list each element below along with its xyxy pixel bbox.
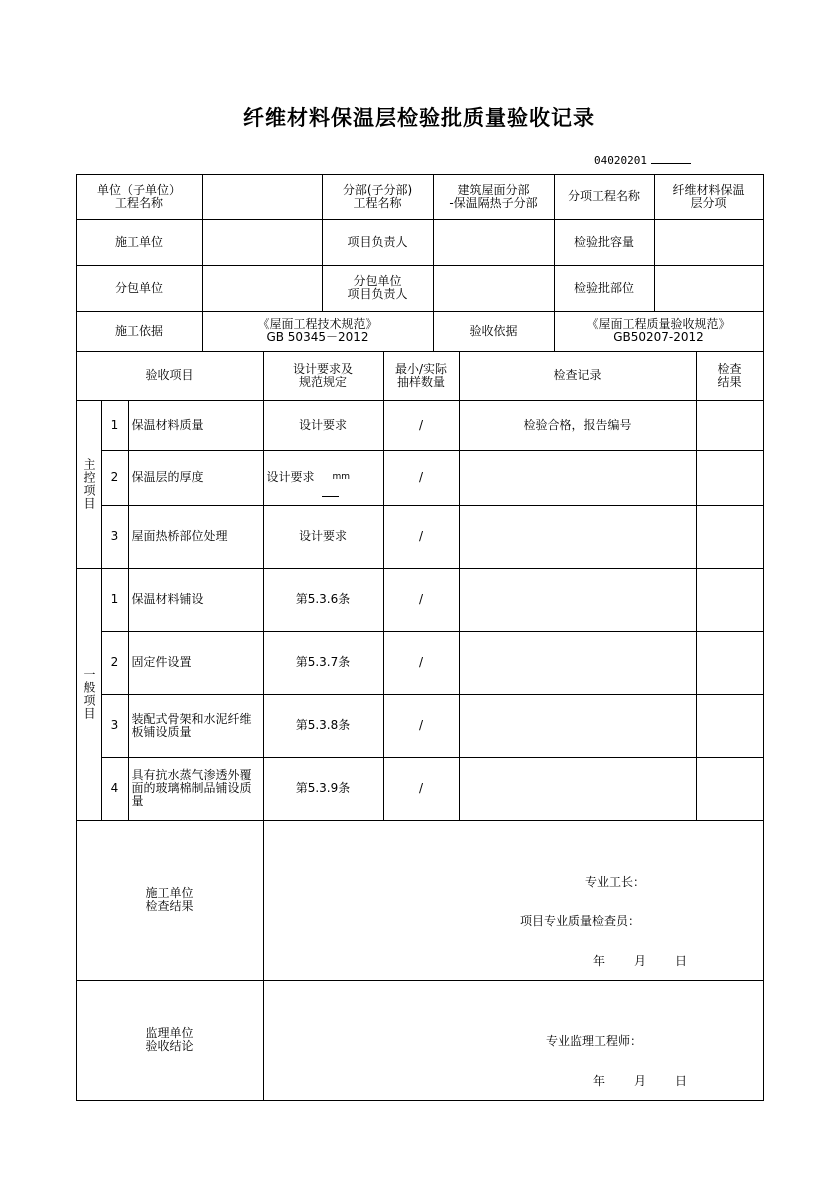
main-item-record[interactable] xyxy=(459,505,697,569)
main-item-result[interactable] xyxy=(696,400,764,451)
col-result: 检查 结果 xyxy=(696,351,764,401)
basis-label: 施工依据 xyxy=(76,311,203,352)
accept-basis-label: 验收依据 xyxy=(433,311,555,352)
main-item-qty: / xyxy=(383,505,460,569)
sub-pm-label: 分包单位 项目负责人 xyxy=(322,265,434,312)
day-label: 日 xyxy=(675,1074,688,1088)
pm-label: 项目负责人 xyxy=(322,219,434,266)
unit-text: mm xyxy=(332,472,351,482)
col-requirement: 设计要求及 规范规定 xyxy=(263,351,384,401)
subcontractor-value[interactable] xyxy=(202,265,323,312)
inspector-label: 项目专业质量检查员： xyxy=(520,914,641,928)
main-group-label: 主控项目 xyxy=(76,400,102,569)
general-item-record[interactable] xyxy=(459,568,697,632)
supervisor-check-area[interactable] xyxy=(263,980,764,1101)
capacity-value[interactable] xyxy=(654,219,764,266)
general-item-req: 第5.3.7条 xyxy=(263,631,384,695)
accept-basis-value: 《屋面工程质量验收规范》 GB50207-2012 xyxy=(554,311,764,352)
general-item-qty: / xyxy=(383,568,460,632)
subdivision-value[interactable]: 建筑屋面分部 -保温隔热子分部 xyxy=(433,174,555,220)
general-item-record[interactable] xyxy=(459,694,697,758)
requirement-text: 设计要求 xyxy=(266,470,315,484)
col-record: 检查记录 xyxy=(459,351,697,401)
form-code-suffix-field[interactable] xyxy=(651,152,691,164)
main-item-name: 保温材料质量 xyxy=(128,400,264,451)
year-label: 年 xyxy=(593,1074,606,1088)
contractor-value[interactable] xyxy=(202,219,323,266)
month-label: 月 xyxy=(634,1074,647,1088)
main-item-req: 设计要求 xyxy=(263,505,384,569)
subdivision-label: 分部(子分部) 工程名称 xyxy=(322,174,434,220)
general-item-name: 具有抗水蒸气渗透外覆面的玻璃棉制品铺设质量 xyxy=(128,757,264,821)
basis-value: 《屋面工程技术规范》 GB 50345－2012 xyxy=(202,311,434,352)
month-label: 月 xyxy=(634,954,647,968)
page-title: 纤维材料保温层检验批质量验收记录 xyxy=(243,106,595,130)
supervisor-check-label: 监理单位 验收结论 xyxy=(76,980,264,1101)
general-item-qty: / xyxy=(383,694,460,758)
main-item-record[interactable]: 检验合格，报告编号 xyxy=(459,400,697,451)
contractor-check-label: 施工单位 检查结果 xyxy=(76,820,264,981)
location-value[interactable] xyxy=(654,265,764,312)
main-item-qty: / xyxy=(383,400,460,451)
main-item-req: 设计要求 xyxy=(263,400,384,451)
main-item-req xyxy=(263,450,384,506)
unit-value[interactable] xyxy=(202,174,323,220)
general-item-no: 4 xyxy=(101,757,129,821)
day-label: 日 xyxy=(675,954,688,968)
general-item-no: 3 xyxy=(101,694,129,758)
general-item-req: 第5.3.8条 xyxy=(263,694,384,758)
general-item-record[interactable] xyxy=(459,631,697,695)
item-label: 分项工程名称 xyxy=(554,174,655,220)
sub-pm-value[interactable] xyxy=(433,265,555,312)
form-code xyxy=(594,152,691,167)
main-item-result[interactable] xyxy=(696,505,764,569)
general-item-no: 1 xyxy=(101,568,129,632)
engineer-label: 专业监理工程师： xyxy=(546,1034,643,1048)
general-group-label: 一般项目 xyxy=(76,568,102,821)
main-item-no: 2 xyxy=(101,450,129,506)
main-item-no: 3 xyxy=(101,505,129,569)
general-item-result[interactable] xyxy=(696,568,764,632)
main-item-record[interactable] xyxy=(459,450,697,506)
general-item-qty: / xyxy=(383,631,460,695)
general-item-name: 保温材料铺设 xyxy=(128,568,264,632)
main-item-name: 保温层的厚度 xyxy=(128,450,264,506)
general-item-name: 装配式骨架和水泥纤维板铺设质量 xyxy=(128,694,264,758)
pm-value[interactable] xyxy=(433,219,555,266)
year-label: 年 xyxy=(593,954,606,968)
general-item-record[interactable] xyxy=(459,757,697,821)
general-item-result[interactable] xyxy=(696,631,764,695)
main-item-no: 1 xyxy=(101,400,129,451)
item-value[interactable]: 纤维材料保温 层分项 xyxy=(654,174,764,220)
unit-label: 单位（子单位） 工程名称 xyxy=(76,174,203,220)
col-quantity: 最小/实际 抽样数量 xyxy=(383,351,460,401)
main-item-name: 屋面热桥部位处理 xyxy=(128,505,264,569)
foreman-label: 专业工长： xyxy=(585,875,646,889)
general-item-req: 第5.3.9条 xyxy=(263,757,384,821)
general-item-qty: / xyxy=(383,757,460,821)
col-item: 验收项目 xyxy=(76,351,264,401)
main-item-result[interactable] xyxy=(696,450,764,506)
form-code-number: 04020201 xyxy=(594,154,647,167)
contractor-check-area[interactable] xyxy=(263,820,764,981)
contractor-label: 施工单位 xyxy=(76,219,203,266)
main-item-qty: / xyxy=(383,450,460,506)
subcontractor-label: 分包单位 xyxy=(76,265,203,312)
general-item-no: 2 xyxy=(101,631,129,695)
general-item-name: 固定件设置 xyxy=(128,631,264,695)
location-label: 检验批部位 xyxy=(554,265,655,312)
general-item-result[interactable] xyxy=(696,694,764,758)
capacity-label: 检验批容量 xyxy=(554,219,655,266)
thickness-blank[interactable] xyxy=(322,496,339,497)
general-item-req: 第5.3.6条 xyxy=(263,568,384,632)
general-item-result[interactable] xyxy=(696,757,764,821)
